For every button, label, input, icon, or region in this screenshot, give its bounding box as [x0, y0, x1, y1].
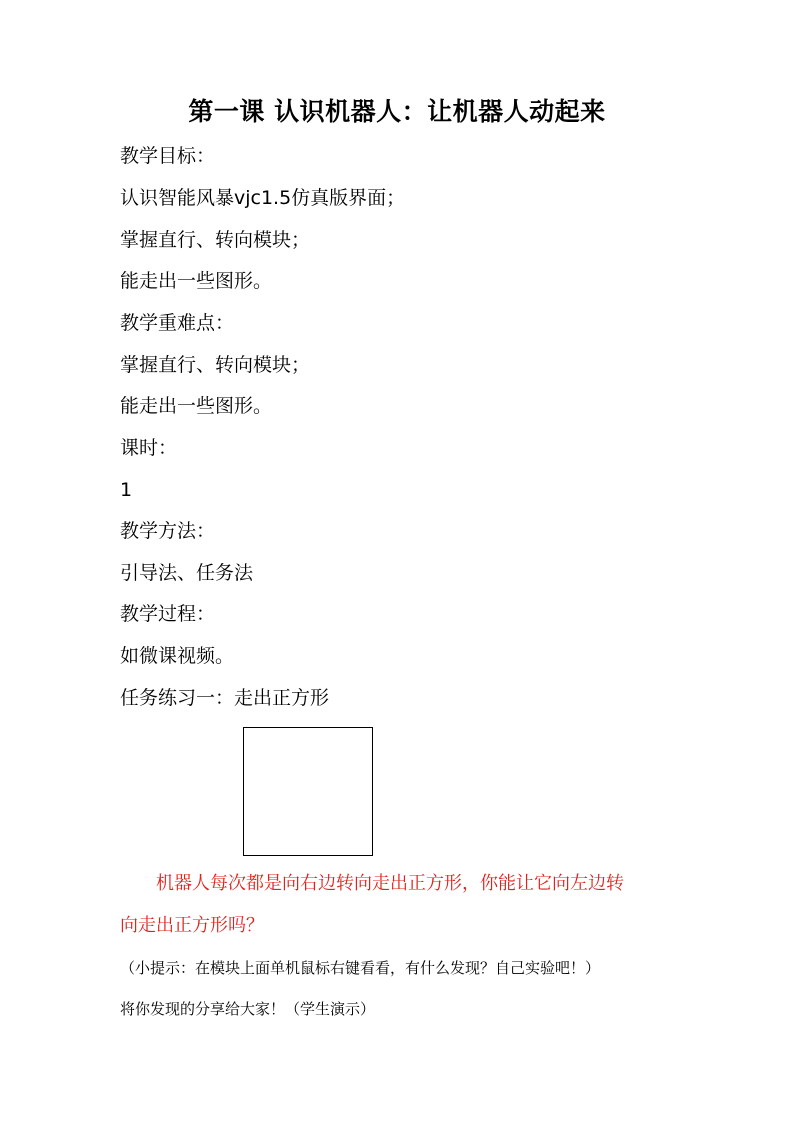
key-point-item-1: 掌握直行、转向模块；: [120, 354, 311, 376]
goal-item-1: 认识智能风暴vjc1.5仿真版界面；: [120, 187, 406, 209]
question-line-1: 机器人每次都是向右边转向走出正方形，你能让它向左边转: [156, 873, 624, 894]
class-hours-value: 1: [120, 479, 133, 501]
teaching-methods-heading: 教学方法：: [120, 520, 216, 542]
share-text: 将你发现的分享给大家！（学生演示）: [120, 1000, 376, 1018]
task-exercise-heading: 任务练习一：走出正方形: [120, 687, 330, 709]
teaching-process-value: 如微课视频。: [120, 645, 235, 667]
class-hours-heading: 课时：: [120, 437, 178, 459]
square-figure: [243, 727, 373, 856]
lesson-title: 第一课 认识机器人：让机器人动起来: [188, 97, 606, 126]
teaching-methods-value: 引导法、任务法: [120, 562, 254, 584]
goal-item-2: 掌握直行、转向模块；: [120, 229, 311, 251]
key-points-heading: 教学重难点：: [120, 312, 235, 334]
teaching-process-heading: 教学过程：: [120, 603, 216, 625]
teaching-goals-heading: 教学目标：: [120, 145, 216, 167]
hint-text: （小提示：在模块上面单机鼠标右键看看，有什么发现？自己实验吧！）: [120, 959, 601, 977]
goal-item-3: 能走出一些图形。: [120, 270, 273, 292]
question-line-2: 向走出正方形吗？: [120, 915, 264, 936]
key-point-item-2: 能走出一些图形。: [120, 395, 273, 417]
